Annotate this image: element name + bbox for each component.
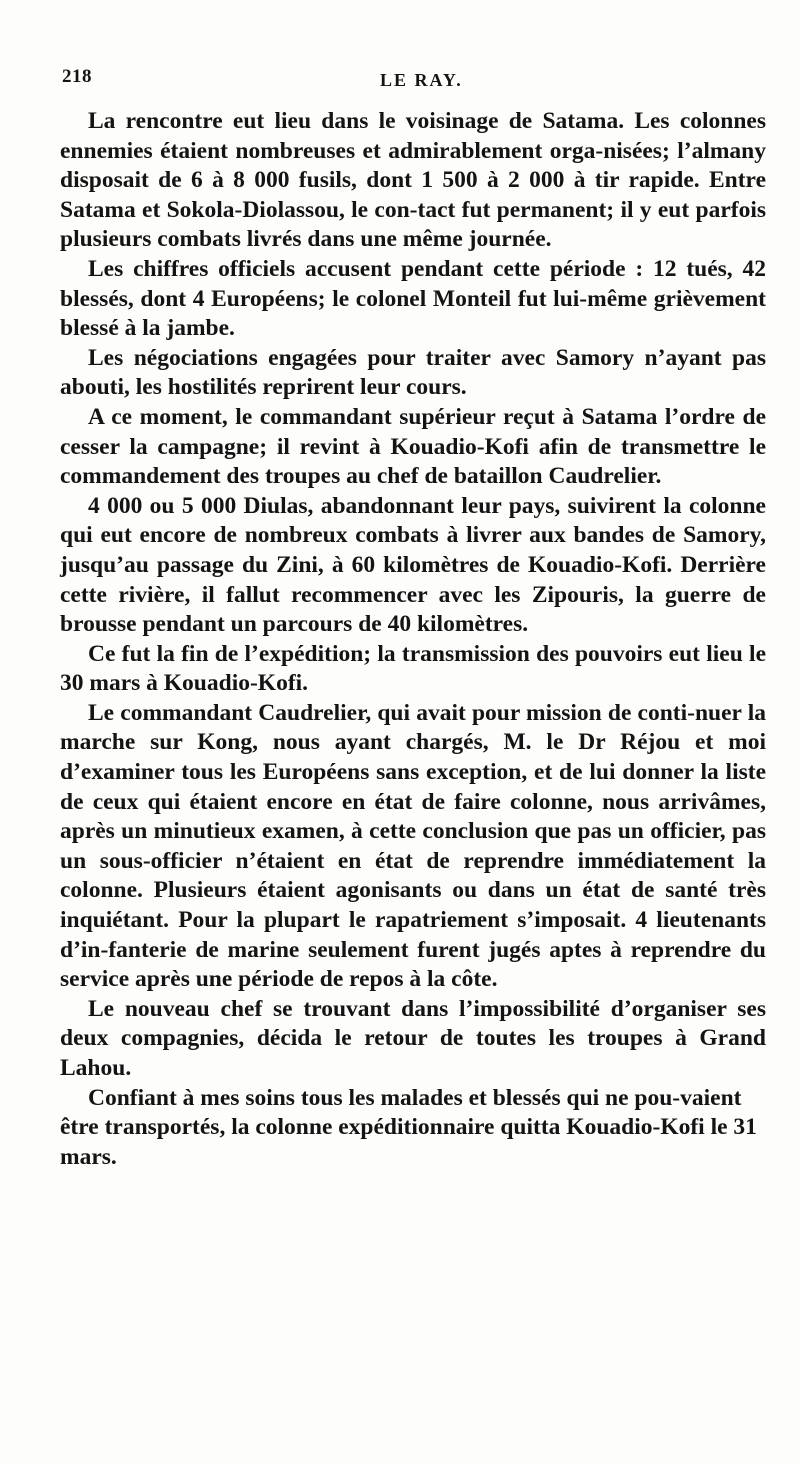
paragraph: Les chiffres officiels accusent pendant cette période : 12 tués, 42 blessés, dont 4 Européens; le colonel Monteil fut lui-même grièvement blessé à la jambe. <box>60 255 766 342</box>
page-header <box>62 66 762 96</box>
body-text <box>60 107 766 1172</box>
paragraph: Le commandant Caudrelier, qui avait pour mission de conti-nuer la marche sur Kong, nous ayant chargés, M. le Dr Réjou et moi d’examiner tous les Européens sans exception, et de lui donner la liste de ceux qui étaient encore en état de faire colonne, nous arrivâmes, après un minutieux examen, à cette conclusion que pas un officier, pas un sous-officier n’étaient en état de reprendre immédiatement la colonne. Plusieurs étaient agonisants ou dans un état de santé très inquiétant. Pour la plupart le rapatriement s’imposait. 4 lieutenants d’in-fanterie de marine seulement furent jugés aptes à reprendre du service après une période de repos à la côte. <box>60 699 766 993</box>
paragraph: 4 000 ou 5 000 Diulas, abandonnant leur pays, suivirent la colonne qui eut encore de nombreux combats à livrer aux bandes de Samory, jusqu’au passage du Zini, à 60 kilomètres de Kouadio-Kofi. Derrière cette rivière, il fallut recommencer avec les Zipouris, la guerre de brousse pendant un parcours de 40 kilomètres. <box>60 492 766 638</box>
paragraph: Confiant à mes soins tous les malades et blessés qui ne pou-vaient être transportés, la colonne expéditionnaire quitta Kouadio-Kofi le 31 mars. <box>60 1084 757 1170</box>
paragraph: Les négociations engagées pour traiter avec Samory n’ayant pas abouti, les hostilités reprirent leur cours. <box>60 344 766 401</box>
running-head: LE RAY. <box>380 70 463 90</box>
page-number: 218 <box>62 66 92 87</box>
paragraph: A ce moment, le commandant supérieur reçut à Satama l’ordre de cesser la campagne; il revint à Kouadio-Kofi afin de transmettre le commandement des troupes au chef de bataillon Caudrelier. <box>60 403 766 490</box>
paragraph: Ce fut la fin de l’expédition; la transmission des pouvoirs eut lieu le 30 mars à Kouadio-Kofi. <box>60 640 766 697</box>
paragraph: La rencontre eut lieu dans le voisinage de Satama. Les colonnes ennemies étaient nombreuses et admirablement orga-nisées; l’almany disposait de 6 à 8 000 fusils, dont 1 500 à 2 000 à tir rapide. Entre Satama et Sokola-Diolassou, le con-tact fut permanent; il y eut parfois plusieurs combats livrés dans une même journée. <box>60 108 766 253</box>
paragraph: Le nouveau chef se trouvant dans l’impossibilité d’organiser ses deux compagnies, décida le retour de toutes les troupes à Grand Lahou. <box>60 995 766 1081</box>
